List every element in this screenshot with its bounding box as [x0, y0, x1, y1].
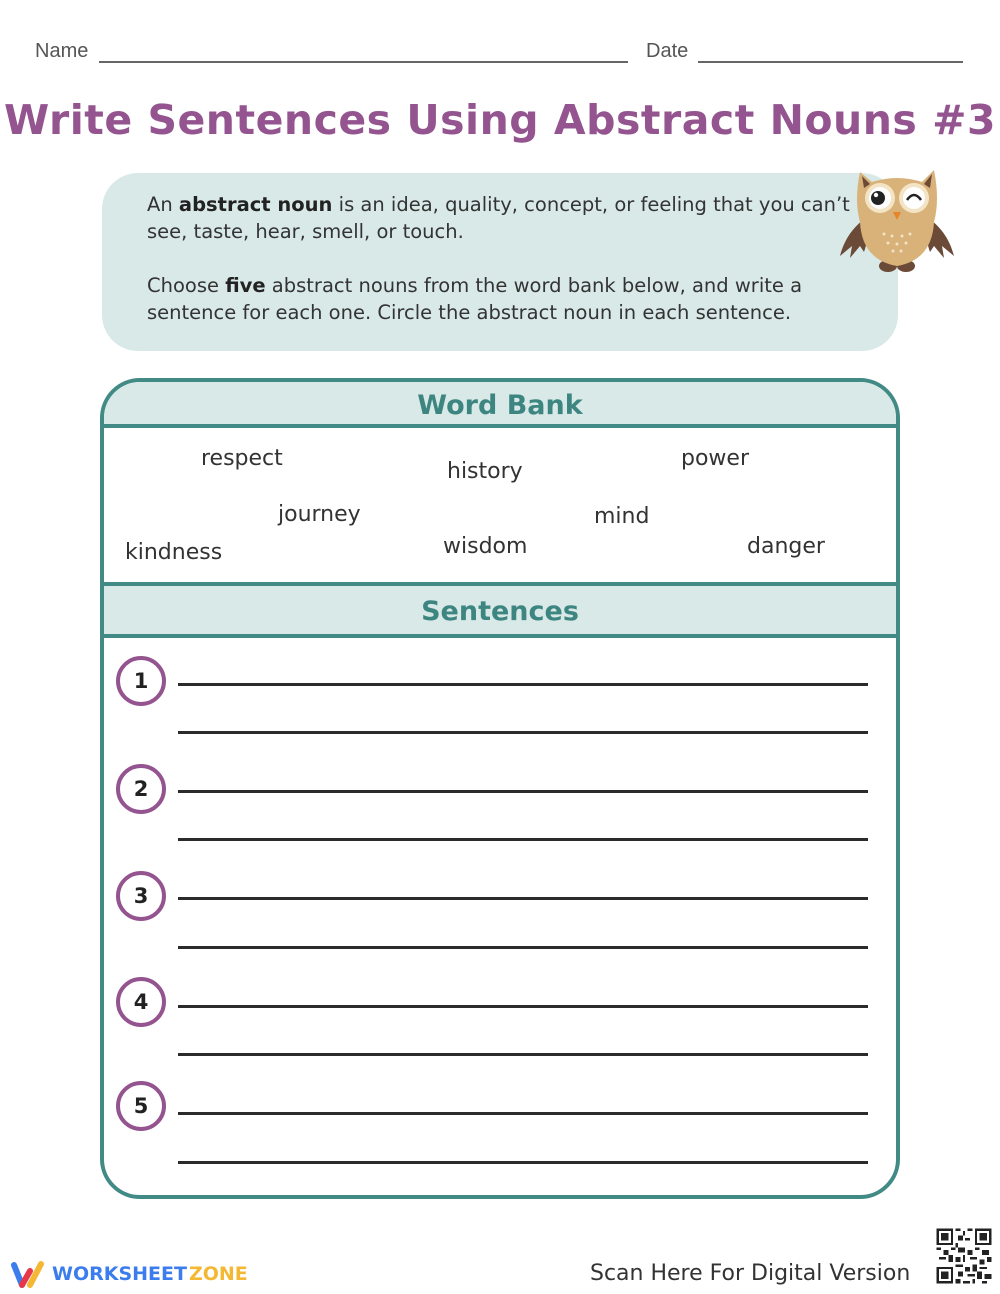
date-label: Date	[646, 40, 689, 62]
page-title: Write Sentences Using Abstract Nouns #3	[4, 96, 996, 144]
worksheet-box	[100, 378, 900, 1199]
number-circle: 1	[116, 656, 166, 706]
task-text: Choose five abstract nouns from the word bank below, and write a sentence for each one. Circle the abstract noun in each sentence.	[147, 274, 803, 324]
date-field-line[interactable]	[698, 61, 963, 63]
writing-line[interactable]	[178, 838, 868, 841]
instructions-panel	[102, 173, 898, 351]
name-label: Name	[35, 40, 89, 62]
scan-text: Scan Here For Digital Version	[590, 1261, 911, 1286]
number-circle: 2	[116, 764, 166, 814]
writing-line[interactable]	[178, 731, 868, 734]
number-circle: 3	[116, 871, 166, 921]
writing-line[interactable]	[178, 1112, 868, 1115]
writing-line[interactable]	[178, 1161, 868, 1164]
number-circle: 5	[116, 1081, 166, 1131]
name-field-line[interactable]	[99, 61, 628, 63]
word-wisdom: wisdom	[443, 534, 528, 559]
worksheet-zone-logo[interactable]	[10, 1258, 248, 1290]
name-date-row	[35, 40, 963, 66]
word-danger: danger	[747, 534, 825, 559]
number-circle: 4	[116, 977, 166, 1027]
brand-worksheet: WORKSHEET	[52, 1263, 187, 1285]
word-kindness: kindness	[125, 540, 223, 565]
brand-zone: ZONE	[188, 1263, 248, 1285]
abstract-noun-term: abstract noun	[178, 193, 333, 216]
definition-text: An abstract noun is an idea, quality, concept, or feeling that you can’t see, taste, hear, smell, or touch.	[147, 193, 850, 243]
word-bank-header: Word Bank	[104, 382, 896, 428]
writing-line[interactable]	[178, 1053, 868, 1056]
owl-icon	[838, 160, 956, 280]
sentences-header: Sentences	[104, 582, 896, 638]
writing-line[interactable]	[178, 790, 868, 793]
writing-line[interactable]	[178, 1005, 868, 1008]
word-journey: journey	[278, 502, 361, 527]
word-respect: respect	[201, 446, 283, 471]
five-emphasis: five	[225, 274, 266, 297]
writing-line[interactable]	[178, 946, 868, 949]
qr-code-icon[interactable]	[934, 1226, 994, 1286]
writing-line[interactable]	[178, 897, 868, 900]
writing-line[interactable]	[178, 683, 868, 686]
word-power: power	[681, 446, 749, 471]
word-history: history	[447, 459, 523, 484]
word-mind: mind	[594, 504, 650, 529]
brand-w-icon	[10, 1259, 46, 1289]
